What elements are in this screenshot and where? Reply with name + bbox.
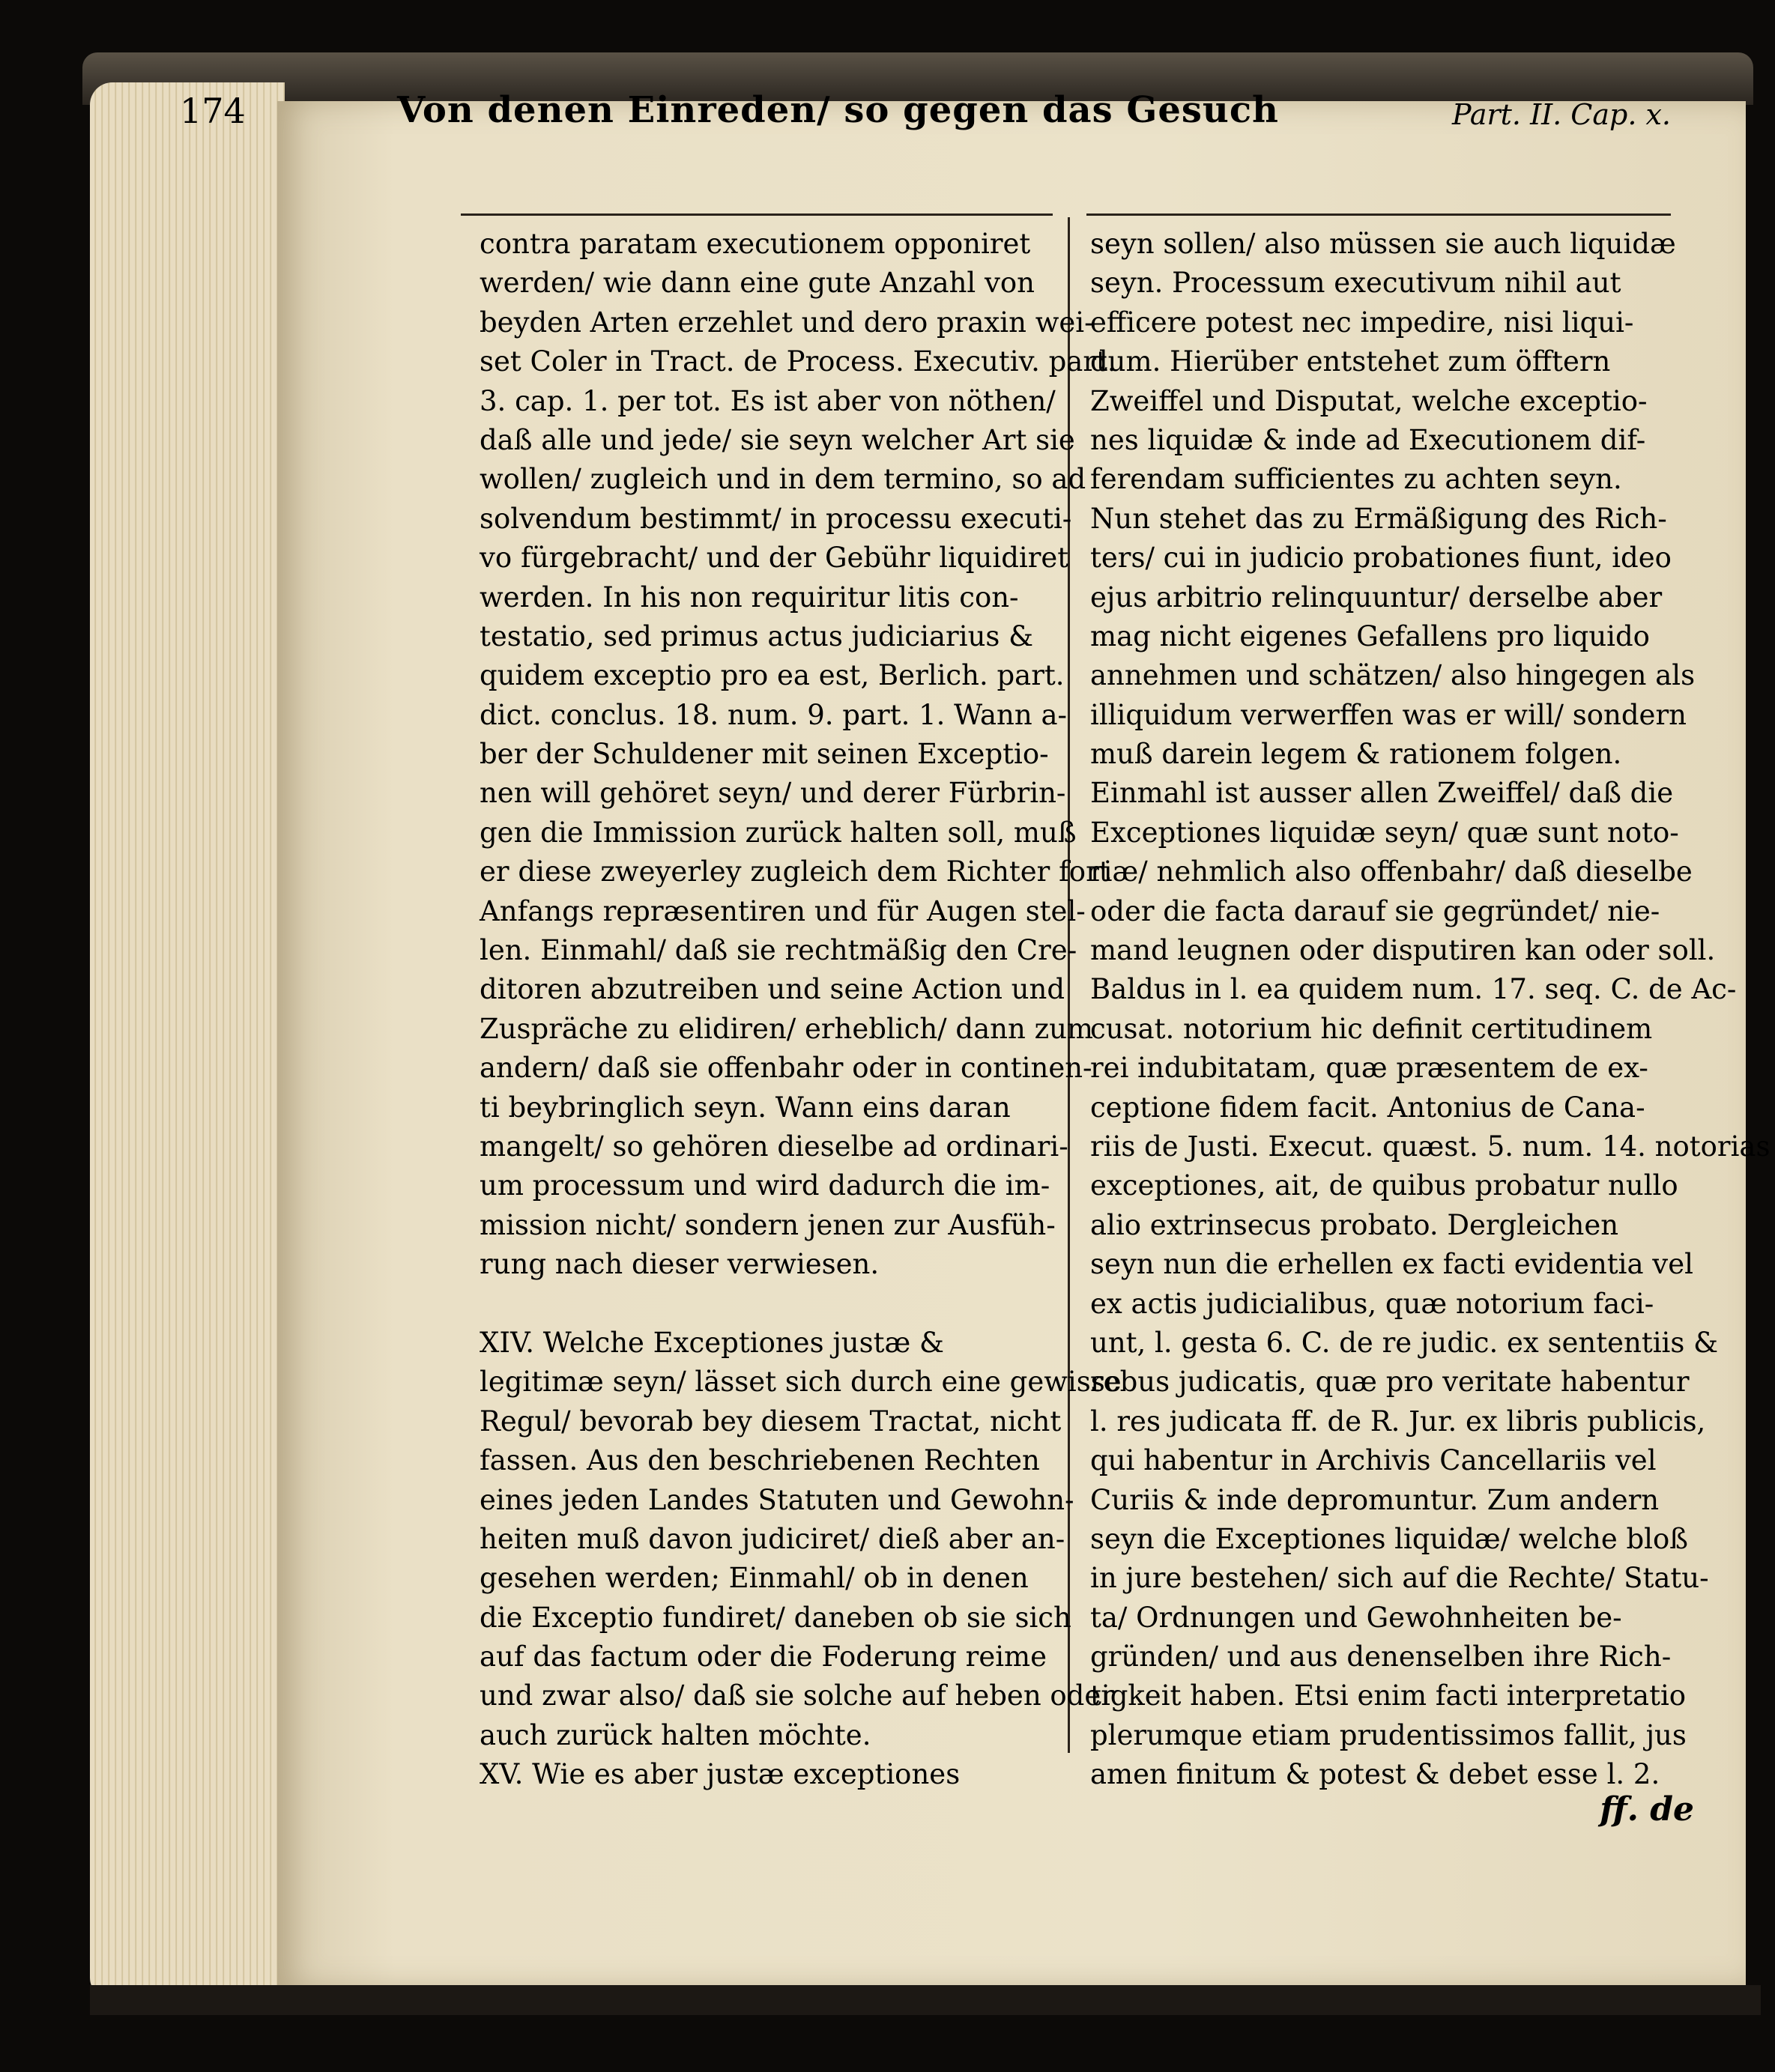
text-line: exceptiones, ait, de quibus probatur nullo	[1090, 1169, 1678, 1202]
text-line: Exceptiones liquidæ seyn/ quæ sunt noto-	[1090, 816, 1679, 849]
text-line: Einmahl ist ausser allen Zweiffel/ daß die	[1090, 777, 1674, 810]
text-line: Nun stehet das zu Ermäßigung des Rich-	[1090, 502, 1667, 535]
text-line: XV. Wie es aber justæ exceptiones	[480, 1758, 961, 1791]
text-line: daß alle und jede/ sie seyn welcher Art sie	[480, 423, 1075, 456]
text-line: quidem exceptio pro ea est, Berlich. part.	[480, 659, 1065, 692]
text-line: ditoren abzutreiben und seine Action und	[480, 973, 1065, 1006]
text-line: rebus judicatis, quæ pro veritate habentur	[1090, 1366, 1690, 1399]
text-line: werden. In his non requiritur litis con-	[480, 581, 1019, 614]
left-column	[480, 225, 1122, 1795]
text-line: dict. conclus. 18. num. 9. part. 1. Wann a-	[480, 698, 1068, 731]
page-header	[180, 71, 1671, 131]
text-line: Curiis & inde depromuntur. Zum andern	[1090, 1483, 1660, 1516]
text-line: eines jeden Landes Statuten und Gewohn-	[480, 1483, 1074, 1516]
part-reference: Part. II. Cap. x.	[1451, 98, 1671, 131]
text-line: rung nach dieser verwiesen.	[480, 1248, 880, 1281]
text-line: unt, l. gesta 6. C. de re judic. ex sententiis &	[1090, 1326, 1719, 1359]
text-line: mand leugnen oder disputiren kan oder soll.	[1090, 934, 1716, 967]
text-line: plerumque etiam prudentissimos fallit, jus	[1090, 1718, 1687, 1751]
text-line: annehmen und schätzen/ also hingegen als	[1090, 659, 1696, 692]
text-line: amen finitum & potest & debet esse l. 2.	[1090, 1758, 1660, 1791]
text-line: riæ/ nehmlich also offenbahr/ daß dieselbe	[1090, 855, 1693, 888]
text-line: XIV. Welche Exceptiones justæ &	[480, 1326, 944, 1359]
text-line: gründen/ und aus denenselben ihre Rich-	[1090, 1641, 1672, 1673]
text-line: 3. cap. 1. per tot. Es ist aber von nöthen/	[480, 384, 1056, 417]
text-line: gesehen werden; Einmahl/ ob in denen	[480, 1562, 1029, 1595]
text-line: illiquidum verwerffen was er will/ sondern	[1090, 698, 1687, 731]
text-line: beyden Arten erzehlet und dero praxin wei-	[480, 306, 1094, 339]
text-line: ferendam sufficientes zu achten seyn.	[1090, 463, 1622, 496]
text-line: auch zurück halten möchte.	[480, 1718, 871, 1751]
text-line: ta/ Ordnungen und Gewohnheiten be-	[1090, 1601, 1622, 1634]
text-line: cusat. notorium hic definit certitudinem	[1090, 1012, 1653, 1045]
text-line: l. res judicata ff. de R. Jur. ex libris publicis,	[1090, 1405, 1706, 1438]
text-line: contra paratam executionem opponiret	[480, 228, 1031, 260]
text-line: die Exceptio fundiret/ daneben ob sie sich	[480, 1601, 1071, 1634]
page-number: 174	[180, 91, 246, 131]
text-line: qui habentur in Archivis Cancellariis vel	[1090, 1444, 1657, 1477]
text-line: testatio, sed primus actus judiciarius &	[480, 620, 1034, 652]
text-line: muß darein legem & rationem folgen.	[1090, 738, 1622, 771]
text-line: tigkeit haben. Etsi enim facti interpretatio	[1090, 1679, 1687, 1712]
text-line: heiten muß davon judiciret/ dieß aber an-	[480, 1522, 1065, 1555]
text-line: efficere potest nec impedire, nisi liqui-	[1090, 306, 1634, 339]
right-column	[1090, 225, 1771, 1795]
text-line: ber der Schuldener mit seinen Exceptio-	[480, 738, 1049, 771]
header-rule-left	[461, 213, 1053, 216]
text-line: nen will gehöret seyn/ und derer Fürbrin-	[480, 777, 1066, 810]
text-line: ters/ cui in judicio probationes fiunt, ideo	[1090, 542, 1672, 575]
text-line: seyn sollen/ also müssen sie auch liquidæ	[1090, 228, 1676, 260]
text-line: mission nicht/ sondern jenen zur Ausfüh-	[480, 1208, 1056, 1241]
text-line: Anfangs repræsentiren und für Augen stel-	[480, 894, 1086, 927]
text-line: rei indubitatam, quæ præsentem de ex-	[1090, 1052, 1648, 1085]
running-title: Von denen Einreden/ so gegen das Gesuch	[397, 89, 1279, 131]
text-line: mag nicht eigenes Gefallens pro liquido	[1090, 620, 1650, 652]
text-line: er diese zweyerley zugleich dem Richter fort	[480, 855, 1110, 888]
text-line: ti beybringlich seyn. Wann eins daran	[480, 1091, 1011, 1124]
text-line: in jure bestehen/ sich auf die Rechte/ Statu-	[1090, 1562, 1709, 1595]
text-line: andern/ daß sie offenbahr oder in continen-	[480, 1052, 1092, 1085]
text-line: Regul/ bevorab bey diesem Tractat, nicht	[480, 1405, 1062, 1438]
text-line	[480, 1285, 1060, 1324]
text-line: seyn nun die erhellen ex facti evidentia vel	[1090, 1248, 1693, 1281]
text-line: gen die Immission zurück halten soll, muß	[480, 816, 1077, 849]
text-line: legitimæ seyn/ lässet sich durch eine gewisse	[480, 1366, 1122, 1399]
text-line: Baldus in l. ea quidem num. 17. seq. C. de Ac-	[1090, 973, 1737, 1006]
text-line: und zwar also/ daß sie solche auf heben oder	[480, 1679, 1114, 1712]
text-line: seyn. Processum executivum nihil aut	[1090, 267, 1621, 300]
text-line: dum. Hierüber entstehet zum öfftern	[1090, 345, 1611, 378]
text-line: ex actis judicialibus, quæ notorium faci-	[1090, 1287, 1654, 1320]
text-line: auf das factum oder die Foderung reime	[480, 1641, 1047, 1673]
text-line: nes liquidæ & inde ad Executionem dif-	[1090, 423, 1646, 456]
text-line: alio extrinsecus probato. Dergleichen	[1090, 1208, 1619, 1241]
catchword: ff. de	[1600, 1790, 1694, 1829]
text-line: Zweiffel und Disputat, welche exceptio-	[1090, 384, 1648, 417]
text-line: werden/ wie dann eine gute Anzahl von	[480, 267, 1035, 300]
text-line: len. Einmahl/ daß sie rechtmäßig den Cre-	[480, 934, 1077, 967]
text-line: oder die facta darauf sie gegründet/ nie-	[1090, 894, 1660, 927]
header-rule-right	[1086, 213, 1671, 216]
text-line: riis de Justi. Execut. quæst. 5. num. 14. notorias	[1090, 1130, 1771, 1163]
text-line: ceptione fidem facit. Antonius de Cana-	[1090, 1091, 1645, 1124]
text-line: seyn die Exceptiones liquidæ/ welche bloß	[1090, 1522, 1689, 1555]
text-line: ejus arbitrio relinquuntur/ derselbe aber	[1090, 581, 1663, 614]
text-line: wollen/ zugleich und in dem termino, so ad	[480, 463, 1086, 496]
text-line: set Coler in Tract. de Process. Executiv. part.	[480, 345, 1116, 378]
text-line: vo fürgebracht/ und der Gebühr liquidiret	[480, 542, 1069, 575]
page-edges	[90, 82, 285, 2000]
text-line: Zuspräche zu elidiren/ erheblich/ dann zum	[480, 1012, 1093, 1045]
text-line: um processum und wird dadurch die im-	[480, 1169, 1050, 1202]
text-line: solvendum bestimmt/ in processu executi-	[480, 502, 1072, 535]
book-binding-bottom	[90, 1985, 1761, 2015]
text-line: fassen. Aus den beschriebenen Rechten	[480, 1444, 1040, 1477]
text-line: mangelt/ so gehören dieselbe ad ordinari-	[480, 1130, 1068, 1163]
